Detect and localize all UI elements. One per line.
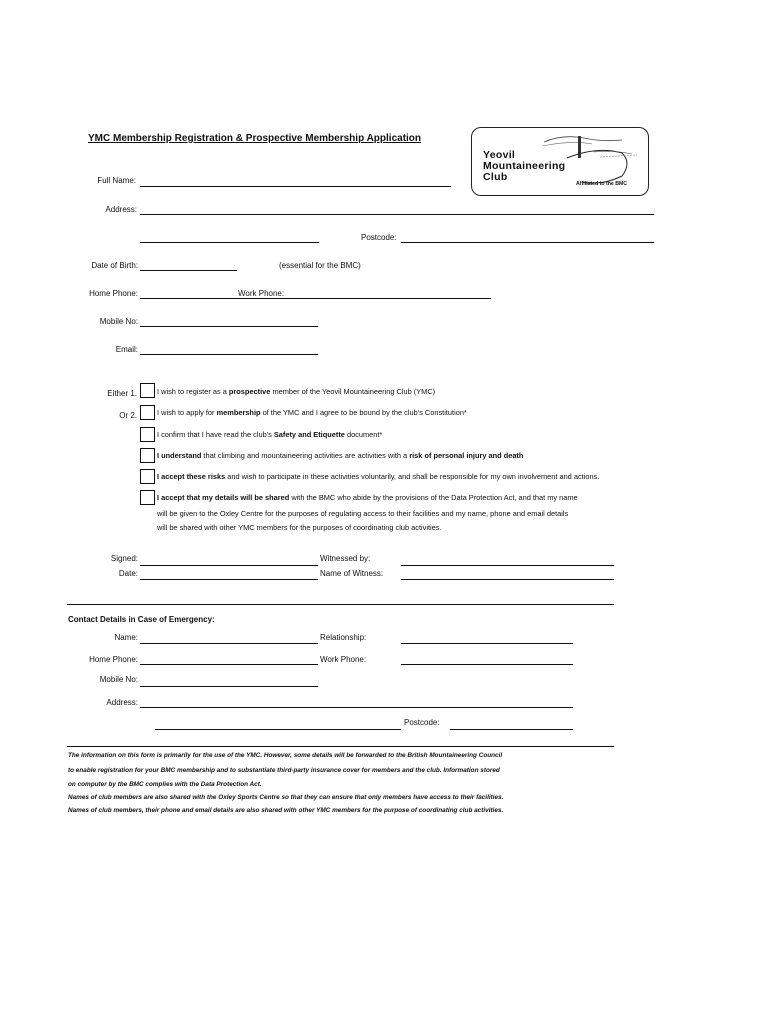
statement-safety: I confirm that I have read the club's Safety and Etiquette document* [157,430,383,439]
postcode-label: Postcode: [361,233,397,242]
statement-data-sharing-line-3: will be shared with other YMC members for the purposes of coordinating club activities. [157,523,442,532]
emergency-address-field-line-1[interactable] [140,707,573,708]
emergency-home-phone-label: Home Phone: [89,655,138,664]
risk-understand-checkbox[interactable] [140,448,155,463]
witness-name-label: Name of Witness: [320,569,384,578]
statement-membership: I wish to apply for membership of the YMC and I agree to be bound by the club's Constitution* [157,408,467,417]
emergency-address-field-line-2[interactable] [155,729,401,730]
data-sharing-checkbox[interactable] [140,490,155,505]
emergency-home-phone-field[interactable] [140,664,318,665]
address-field-line-1[interactable] [140,214,654,215]
relationship-label: Relationship: [320,633,367,642]
emergency-heading: Contact Details in Case of Emergency: [68,615,215,624]
statement-prospective: I wish to register as a prospective member of the Yeovil Mountaineering Club (YMC) [157,387,436,396]
emergency-work-phone-label: Work Phone: [320,655,367,664]
statement-data-sharing-line-2: will be given to the Oxley Centre for the purposes of regulating access to their facilities and my name, phone and email details [157,509,569,518]
prospective-checkbox[interactable] [140,383,155,398]
emergency-postcode-label: Postcode: [404,718,440,727]
emergency-work-phone-field[interactable] [401,664,573,665]
work-phone-label: Work Phone: [238,289,285,298]
full-name-label: Full Name: [97,176,136,185]
dob-label: Date of Birth: [91,261,138,270]
statement-accept-risks: I accept these risks and wish to participate in these activities voluntarily, and shall be responsible for my own involvement and actions. [157,472,600,481]
mobile-label: Mobile No: [99,317,138,326]
dob-note: (essential for the BMC) [279,261,361,270]
option-or-label: Or 2. [119,411,137,420]
dob-field[interactable] [140,270,237,271]
membership-checkbox[interactable] [140,405,155,420]
club-logo [471,127,649,196]
emergency-address-label: Address: [106,698,138,707]
footer-note-1: The information on this form is primarily for the use of the YMC. However, some details will be forwarded to the British Mountaineering Council [68,752,503,759]
signed-label: Signed: [110,554,138,563]
emergency-mobile-label: Mobile No: [99,675,138,684]
emergency-postcode-field[interactable] [450,729,573,730]
safety-checkbox[interactable] [140,427,155,442]
logo-affiliation: Affiliated to the BMC [576,181,628,187]
relationship-field[interactable] [401,643,573,644]
statement-understand: I understand that climbing and mountaineering activities are activities with a risk of personal injury and death [157,451,524,460]
witness-name-field[interactable] [401,579,614,580]
date-field[interactable] [140,579,318,580]
email-label: Email: [115,345,138,354]
logo-line-3: Club [483,171,508,183]
section-divider [67,604,614,605]
logo-line-2: Mountaineering [483,160,566,172]
signed-field[interactable] [140,565,318,566]
address-field-line-2[interactable] [140,242,319,243]
logo-line-1: Yeovil [483,149,516,161]
full-name-field[interactable] [140,186,451,187]
emergency-mobile-field[interactable] [140,686,318,687]
footer-divider [67,746,614,747]
footer-note-4: Names of club members are also shared with the Oxley Sports Centre so that they can ensure that only members have access to their facilities. [68,794,504,801]
phone-field[interactable] [140,298,491,299]
emergency-name-label: Name: [114,633,138,642]
date-label: Date: [118,569,138,578]
accept-risks-checkbox[interactable] [140,469,155,484]
witnessed-by-field[interactable] [401,565,614,566]
mobile-field[interactable] [140,326,318,327]
footer-note-5: Names of club members, their phone and email details are also shared with other YMC members for the purpose of coordinating club activities. [68,807,504,814]
address-label: Address: [105,205,137,214]
emergency-name-field[interactable] [140,643,318,644]
page-title: YMC Membership Registration & Prospective Membership Application [88,133,422,144]
home-phone-label: Home Phone: [89,289,138,298]
statement-data-sharing: I accept that my details will be shared with the BMC who abide by the provisions of the Data Protection Act, and that my name [157,493,578,502]
postcode-field[interactable] [401,242,654,243]
option-either-label: Either 1. [107,389,137,398]
footer-note-3: on computer by the BMC complies with the Data Protection Act. [68,781,262,788]
email-field[interactable] [140,354,318,355]
witnessed-by-label: Witnessed by: [320,554,371,563]
footer-note-2: to enable registration for your BMC membership and to substantiate third-party insurance cover for members and the club. Information stored [68,767,500,774]
logo-text [483,150,565,183]
